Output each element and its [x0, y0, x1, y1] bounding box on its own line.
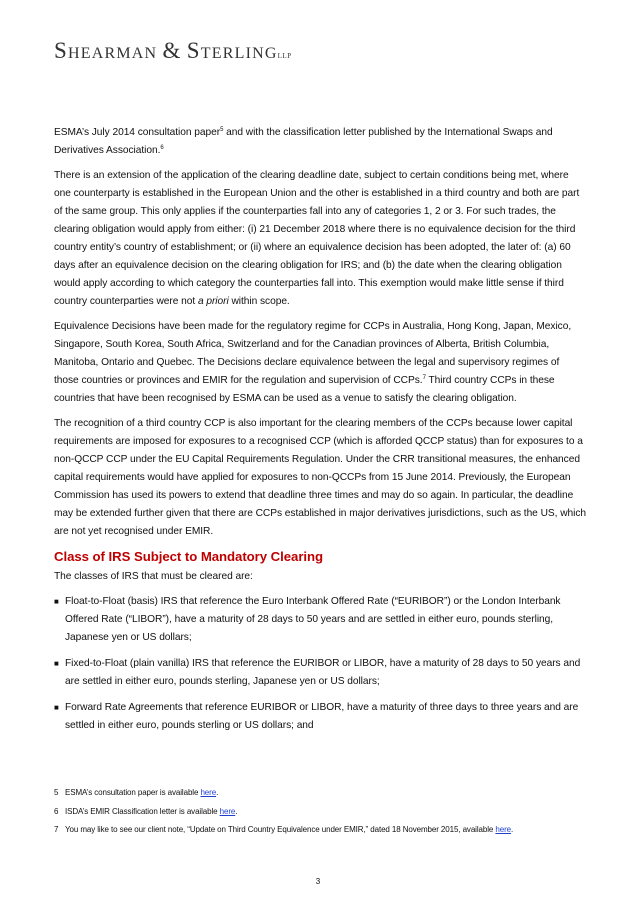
- bullet-icon: ■: [54, 597, 59, 606]
- footnote-ref-7[interactable]: 7: [422, 375, 426, 381]
- bullet-icon: ■: [54, 659, 59, 668]
- paragraph-classes-intro: The classes of IRS that must be cleared are:: [54, 571, 253, 582]
- footnote-6-link[interactable]: here: [219, 806, 236, 816]
- irs-class-list: [54, 593, 586, 735]
- page-number: 3: [315, 877, 321, 886]
- main-content: [54, 124, 586, 743]
- list-item: ■ Forward Rate Agreements that reference EURIBOR or LIBOR, have a maturity of three days to three years and are settled in either euro, pounds sterling or US dollars; and: [54, 699, 586, 735]
- footnote-ref-5[interactable]: 5: [220, 127, 224, 133]
- footnote-5: 5 ESMA’s consultation paper is available here.: [54, 788, 219, 797]
- paragraph-consultation: ESMA’s July 2014 consultation paper$^5$ and with the classification letter published by the International Swaps and Derivatives Association.$^6$: [54, 127, 553, 156]
- footnote-7-link[interactable]: here: [495, 825, 512, 834]
- footnotes: [54, 788, 586, 844]
- footnote-6: 6 ISDA’s EMIR Classification letter is available here.: [54, 806, 238, 816]
- footnote-7: 7 You may like to see our client note, “Update on Third Country Equivalence under EMIR,” dated 18 November 2015, available here.: [54, 825, 514, 834]
- footnote-ref-6[interactable]: 6: [160, 145, 164, 151]
- list-item: ■ Fixed-to-Float (plain vanilla) IRS that reference the EURIBOR or LIBOR, have a maturity of 28 days to 50 years and are settled in either euro, pounds sterling, Japanese yen or US dollars;: [54, 655, 586, 691]
- list-item: ■ Float-to-Float (basis) IRS that reference the Euro Interbank Offered Rate (“EURIBOR”) or the London Interbank Offered Rate (“LIBOR”), have a maturity of 28 days to 50 years and are settled in either euro, pounds sterling, Japanese yen or US dollars;: [54, 593, 586, 647]
- footnote-5-link[interactable]: here: [200, 788, 217, 797]
- section-heading: Class of IRS Subject to Mandatory Clearing: [54, 549, 324, 564]
- bullet-icon: ■: [54, 703, 59, 712]
- paragraph-equivalence: Equivalence Decisions have been made for the regulatory regime for CCPs in Australia, Hong Kong, Japan, Mexico, Singapore, South Korea, South Africa, Switzerland and for the Canadian provinces of Alberta, British Columbia, Manitoba, Ontario and Quebec. The Decisions declare equivalence between the legal and supervisory regimes of those countries or provinces and EMIR for the regulation and supervision of CCPs.$^7$ Third country CCPs in these countries that have been recognised by ESMA can be used as a venue to satisfy the clearing obligation.: [54, 321, 572, 404]
- paragraph-extension: There is an extension of the application of the clearing deadline date, subject to certain conditions being met, where one counterparty is established in the European Union and the other is established in a third country and both are part of the same group. This only applies if the counterparties fall into any of categories 1, 2 or 3. For such trades, the clearing obligation would apply from either: (i) 21 December 2018 where there is no equivalence decision for the third country entity’s country of establishment; or (ii) where an equivalence decision has been adopted, the later of: (a) 60 days after an equivalence decision on the clearing obligation for IRS; and (b) the date when the clearing obligation would apply according to which category the counterparties fall into. This exemption would make little sense if third country counterparties were not a priori within scope.: [54, 170, 580, 307]
- firm-logo: SHEARMAN & STERLINGLLP: [54, 38, 292, 63]
- paragraph-recognition: The recognition of a third country CCP is also important for the clearing members of the CCPs because lower capital requirements are imposed for exposures to a recognised CCP (which is afforded QCCP status) than for exposures to a non-QCCP CCP under the EU Capital Requirements Regulation. Under the CRR transitional measures, the enhanced capital requirements would have applied for exposures to non-QCCPs from 15 June 2014. Previously, the European Commission has used its powers to extend that deadline three times and may do so again. In particular, the deadline may be extended further given that there are CCPs established in major derivatives jurisdictions, such as the US, which are not yet recognised under EMIR.: [54, 418, 586, 537]
